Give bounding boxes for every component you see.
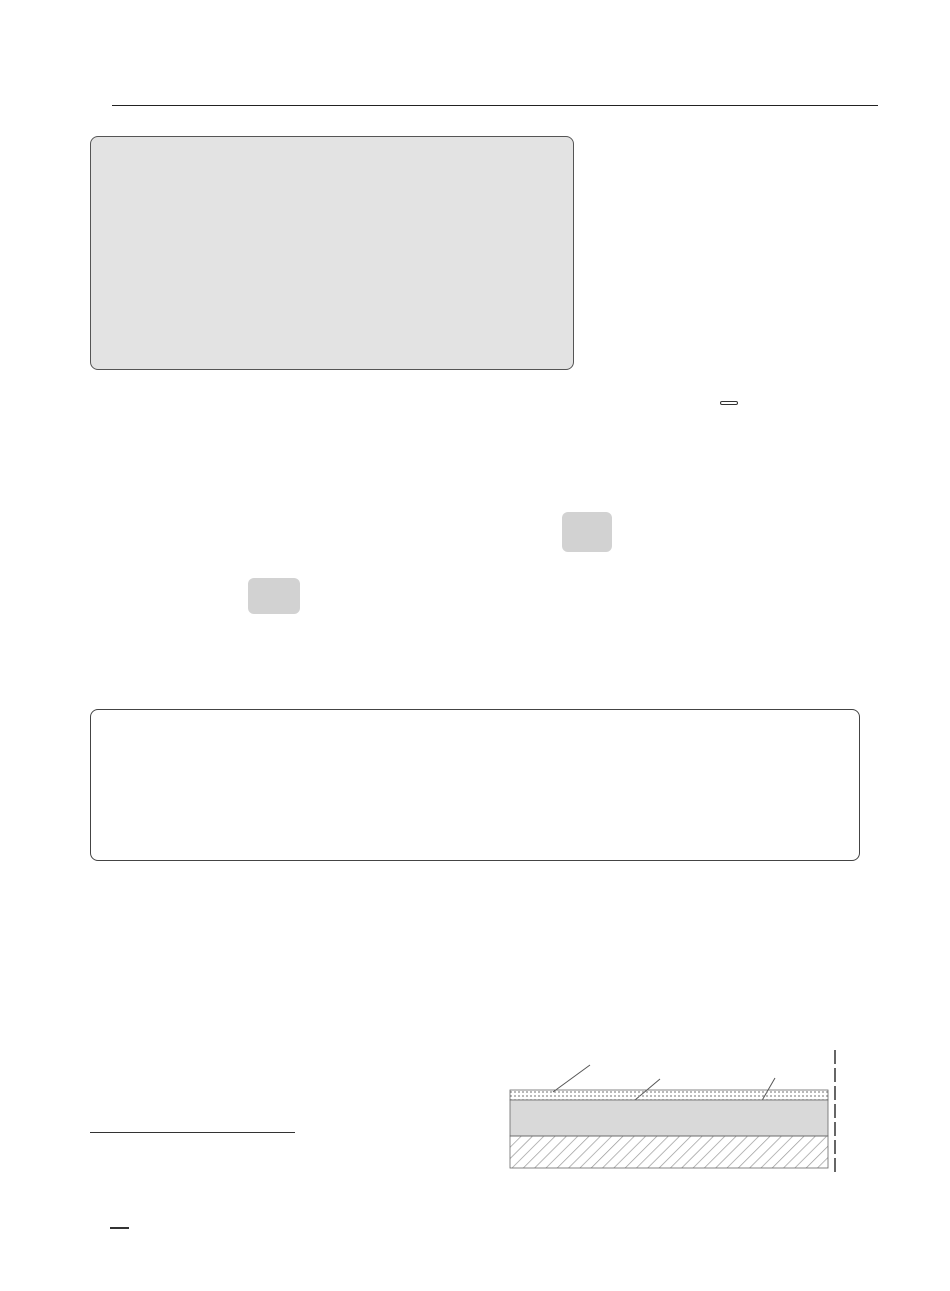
contact-info bbox=[593, 168, 673, 193]
keywords-para bbox=[109, 746, 841, 772]
left-column bbox=[90, 910, 464, 912]
cover-layer bbox=[510, 1100, 828, 1136]
decor-square-1 bbox=[248, 578, 300, 614]
glass-substrate bbox=[510, 1136, 828, 1168]
decorative-title bbox=[100, 392, 352, 468]
abstract-box bbox=[90, 709, 860, 861]
starburst-char-5 bbox=[276, 392, 352, 468]
section-tag bbox=[720, 401, 738, 405]
footer-badge bbox=[110, 1227, 129, 1229]
abstract-para bbox=[109, 720, 841, 746]
ito-layer bbox=[510, 1090, 828, 1100]
figure-1a-diagram bbox=[505, 1050, 840, 1176]
header-rule bbox=[112, 105, 878, 106]
starburst-char-1 bbox=[100, 392, 176, 468]
page-footer bbox=[104, 1227, 129, 1229]
leader-ito bbox=[553, 1065, 590, 1092]
intro-box bbox=[90, 136, 574, 370]
starburst-char-3 bbox=[188, 392, 264, 468]
footnote-rule bbox=[90, 1132, 295, 1133]
decor-square-2 bbox=[562, 512, 612, 552]
